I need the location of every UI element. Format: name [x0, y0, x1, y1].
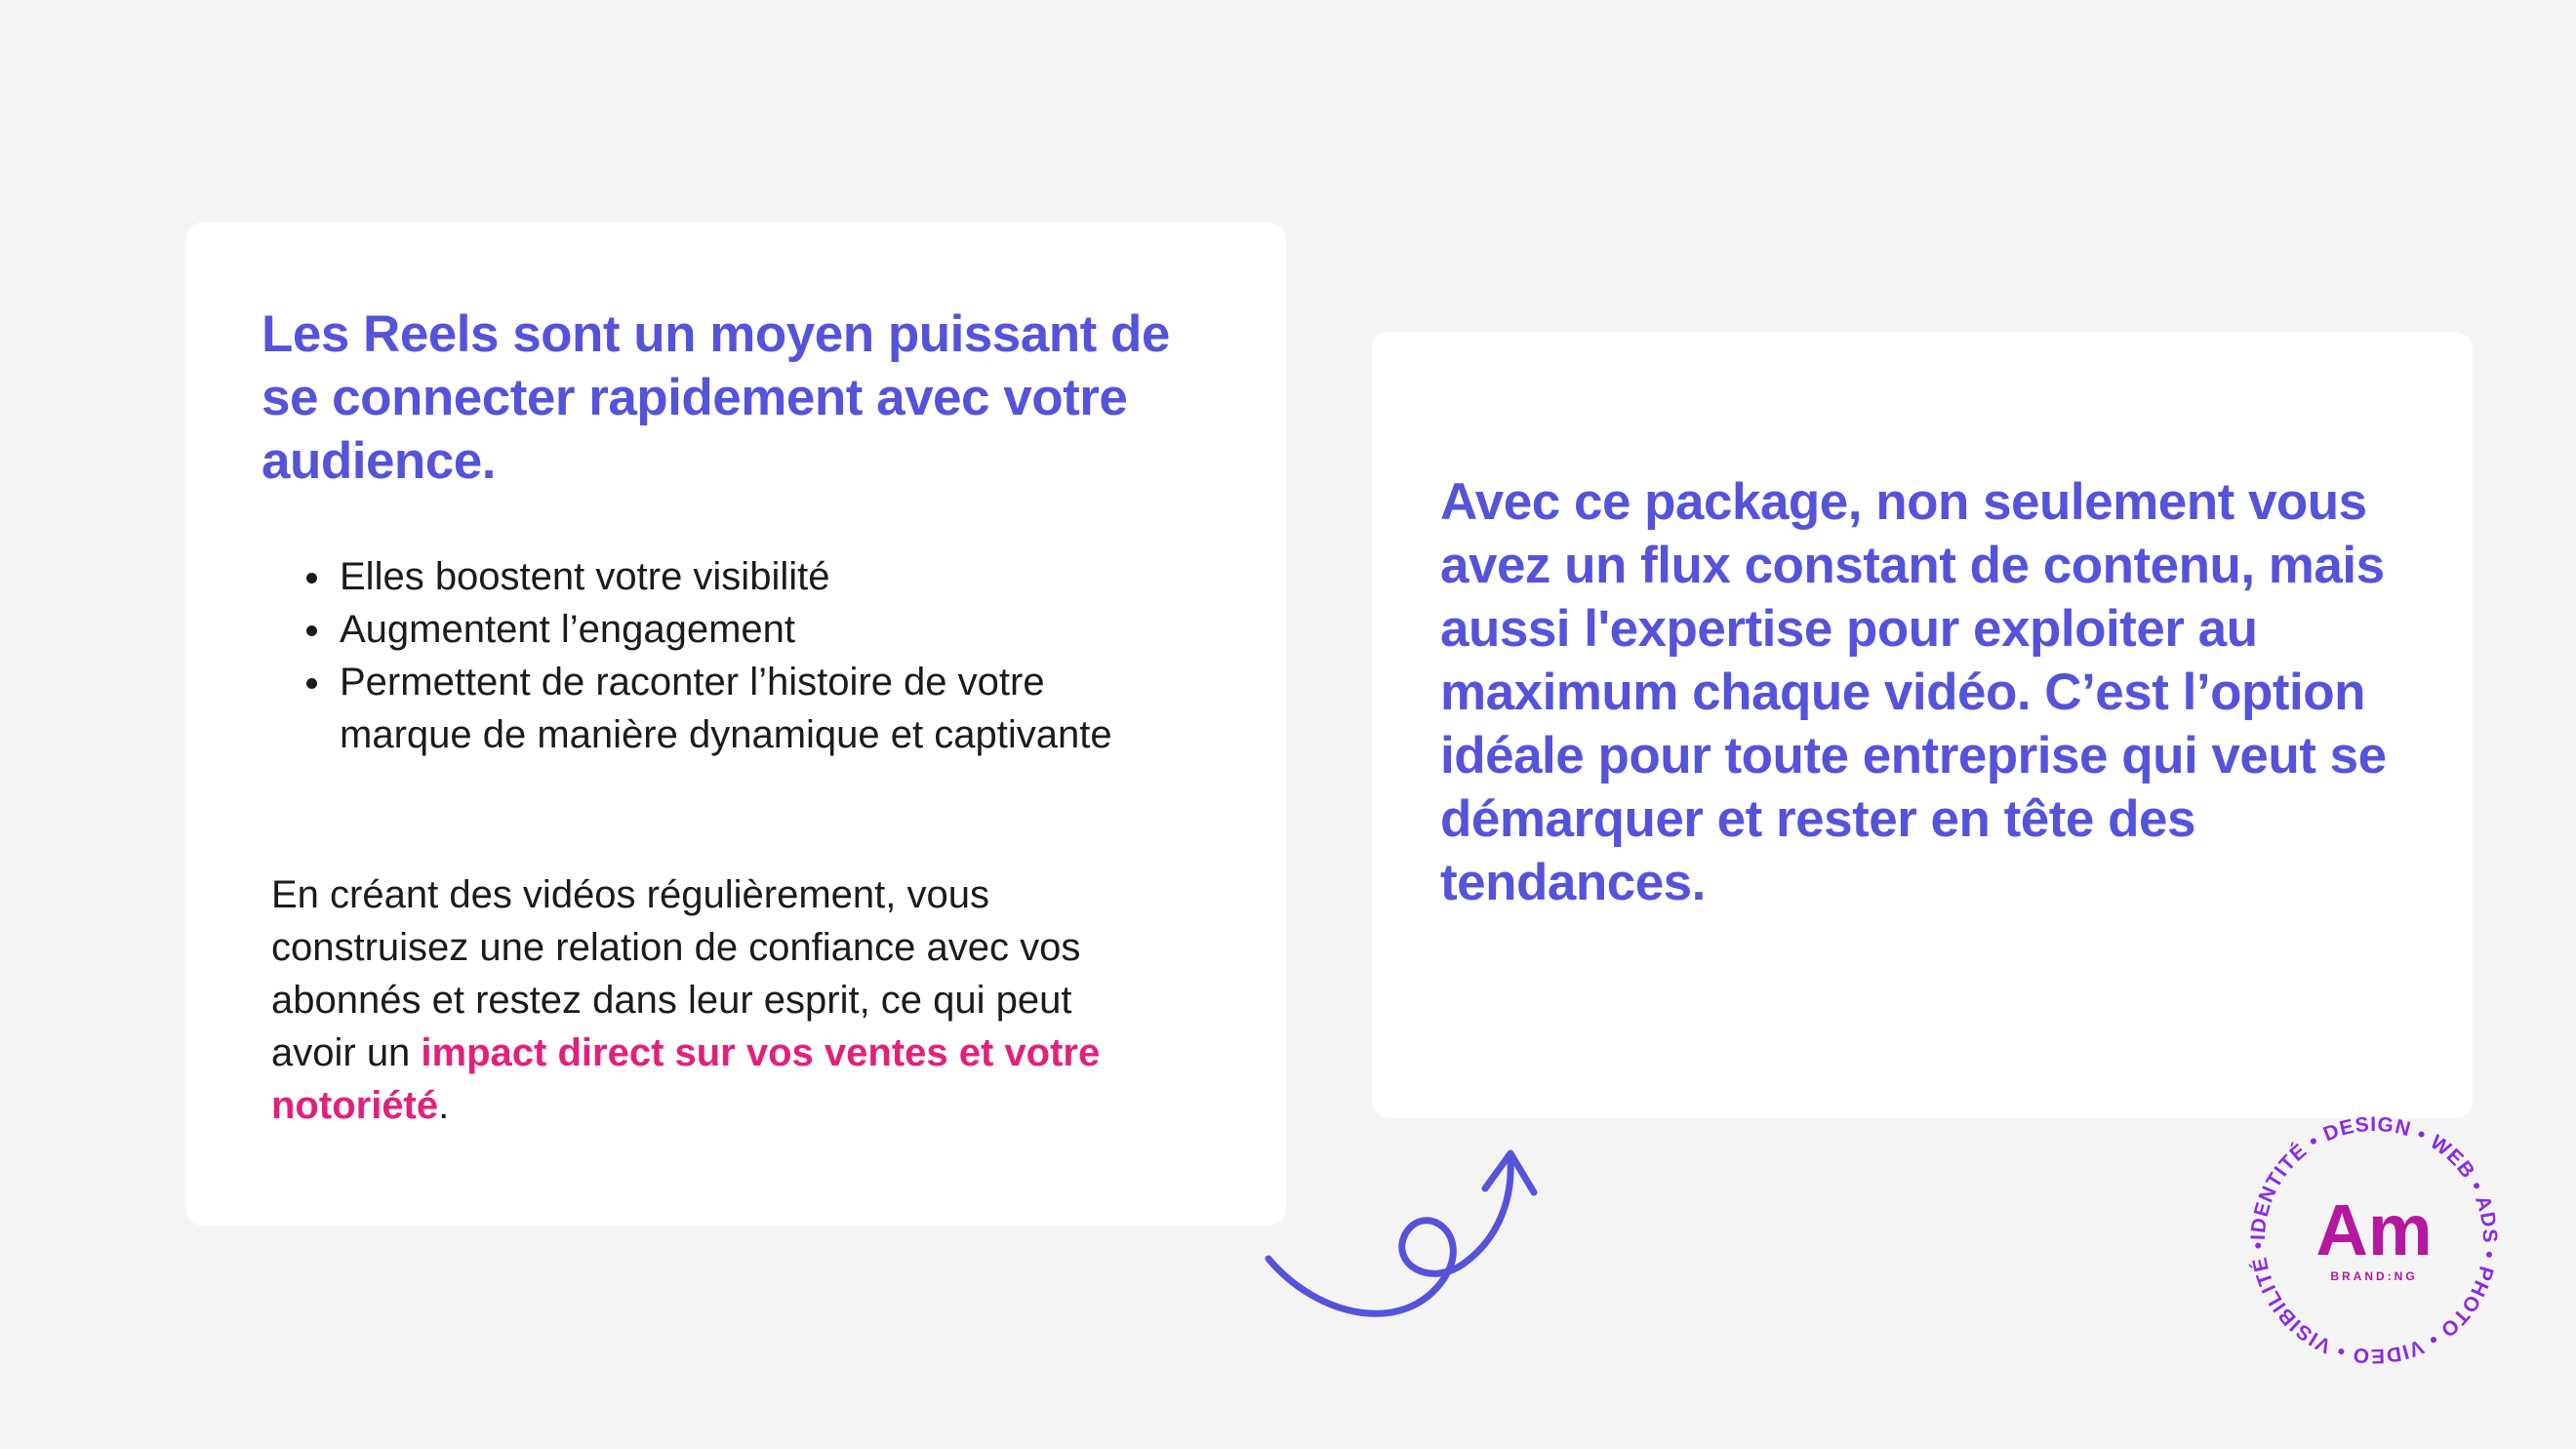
- badge-sublabel: BRAND:NG: [2330, 1269, 2418, 1283]
- left-heading: Les Reels sont un moyen puissant de se connecter rapidement avec votre audience.: [262, 305, 1170, 490]
- badge-logo: Am: [2315, 1189, 2433, 1270]
- paragraph-highlight: impact direct sur vos ventes et votre notoriété: [271, 1031, 1101, 1127]
- right-card: [1372, 332, 2473, 1118]
- curly-arrow-icon: [1259, 1142, 1561, 1327]
- body-paragraph: [271, 868, 1130, 1132]
- list-item-text: Augmentent l’engagement: [340, 608, 795, 651]
- bullet-dot-icon: [306, 678, 317, 689]
- am-branding-badge: [2238, 1112, 2510, 1368]
- paragraph-end: .: [438, 1084, 450, 1127]
- badge-ring-text: IDENTITÉ • DESIGN • WEB • ADS • PHOTO • VIDEO • VISIBILITÉ •: [2246, 1112, 2502, 1368]
- list-item-text: Permettent de raconter l’histoire de votre marque de manière dynamique et captivante: [340, 661, 1112, 756]
- list-item-text: Elles boostent votre visibilité: [340, 555, 830, 598]
- paragraph-text: En créant des vidéos régulièrement, vous construisez une relation de confiance avec vos abonnés et restez dans leur esprit, ce qui peut avoir un: [271, 873, 1081, 1074]
- bullet-dot-icon: [306, 573, 317, 584]
- list-item: [340, 656, 1179, 761]
- bullet-dot-icon: [306, 625, 317, 636]
- left-card: [185, 222, 1286, 1226]
- benefits-list: [340, 550, 1179, 761]
- list-item: [340, 603, 1179, 656]
- right-card-text: Avec ce package, non seulement vous avez un flux constant de contenu, mais aussi l'expertise pour exploiter au maximum chaque vidéo. C’est l’option idéale pour toute entreprise qui veut se démarquer et rester en tête des tendances.: [1440, 473, 2387, 911]
- list-item: [340, 550, 1179, 603]
